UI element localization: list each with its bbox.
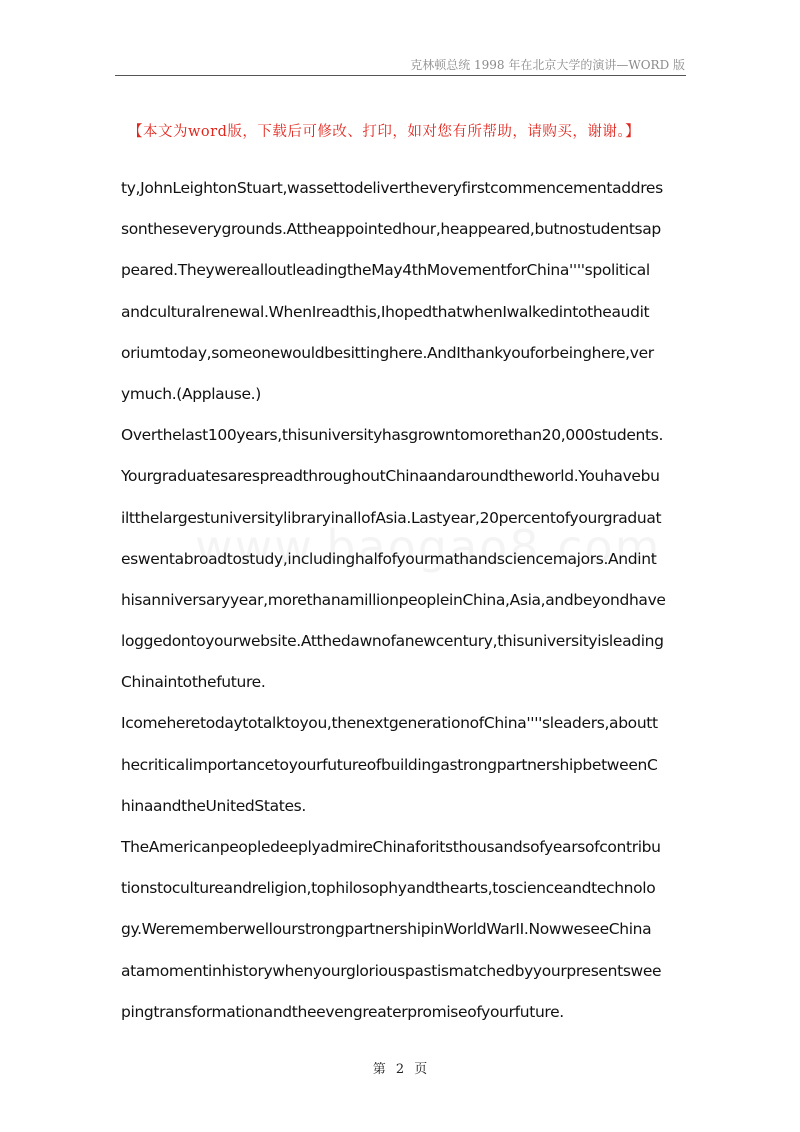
text-line: hisanniversaryyear,morethanamillionpeopleinChina,Asia,andbeyondhave	[121, 590, 666, 609]
text-line: Chinaintothefuture.	[121, 673, 266, 692]
page-footer	[0, 1058, 800, 1077]
text-line: eswentabroadtostudy,includinghalfofyourmathandsciencemajors.Andint	[121, 549, 657, 568]
text-line: YourgraduatesarespreadthroughoutChinaandaroundtheworld.Youhavebu	[121, 467, 660, 486]
page-header-title: 克林顿总统 1998 年在北京大学的演讲—WORD 版	[410, 58, 685, 72]
text-line: tionstocultureandreligion,tophilosophyandthearts,toscienceandtechnolo	[121, 879, 656, 898]
text-line: hecriticalimportancetoyourfutureofbuildingastrongpartnershipbetweenC	[121, 755, 658, 774]
text-line: gy.WerememberwellourstrongpartnershipinWorldWarII.NowweseeChina	[121, 920, 652, 939]
text-line: iltthelargestuniversitylibraryinallofAsia.Lastyear,20percentofyourgraduat	[121, 508, 662, 527]
text-line: sontheseverygrounds.Attheappointedhour,heappeared,butnostudentsap	[121, 220, 661, 239]
page-number-prefix: 第	[372, 1062, 386, 1077]
page-number: 2	[395, 1062, 405, 1077]
text-line: andculturalrenewal.WhenIreadthis,IhopedthatwhenIwalkedintotheaudit	[121, 302, 650, 321]
page-number-suffix: 页	[414, 1062, 428, 1077]
text-line: Icomeheretodaytotalktoyou,thenextgenerationofChina''''sleaders,aboutt	[121, 714, 658, 733]
document-body	[121, 168, 683, 1033]
text-line: peared.TheywerealloutleadingtheMay4thMovementforChina''''spolitical	[121, 261, 650, 280]
text-line: ty,JohnLeightonStuart,wassettodelivertheveryfirstcommencementaddres	[121, 179, 663, 197]
text-line: Overthelast100years,thisuniversityhasgrowntomorethan20,000students.	[121, 426, 664, 445]
text-line: TheAmericanpeopledeeplyadmireChinaforitsthousandsofyearsofcontribu	[121, 838, 661, 856]
text-line: hinaandtheUnitedStates.	[121, 796, 306, 815]
header-divider	[115, 75, 686, 76]
text-line: loggedontoyourwebsite.Atthedawnofanewcentury,thisuniversityisleading	[121, 632, 664, 651]
text-line: ymuch.(Applause.)	[121, 384, 261, 403]
download-notice: 【本文为word版，下载后可修改、打印，如对您有所帮助，请购买，谢谢。】	[128, 124, 641, 140]
text-line: pingtransformationandtheevengreaterpromiseofyourfuture.	[121, 1002, 564, 1021]
text-line: atamomentinhistorywhenyourgloriouspastismatchedbyyourpresentswee	[121, 961, 662, 980]
text-line: oriumtoday,someonewouldbesittinghere.AndIthankyouforbeinghere,ver	[121, 343, 654, 362]
